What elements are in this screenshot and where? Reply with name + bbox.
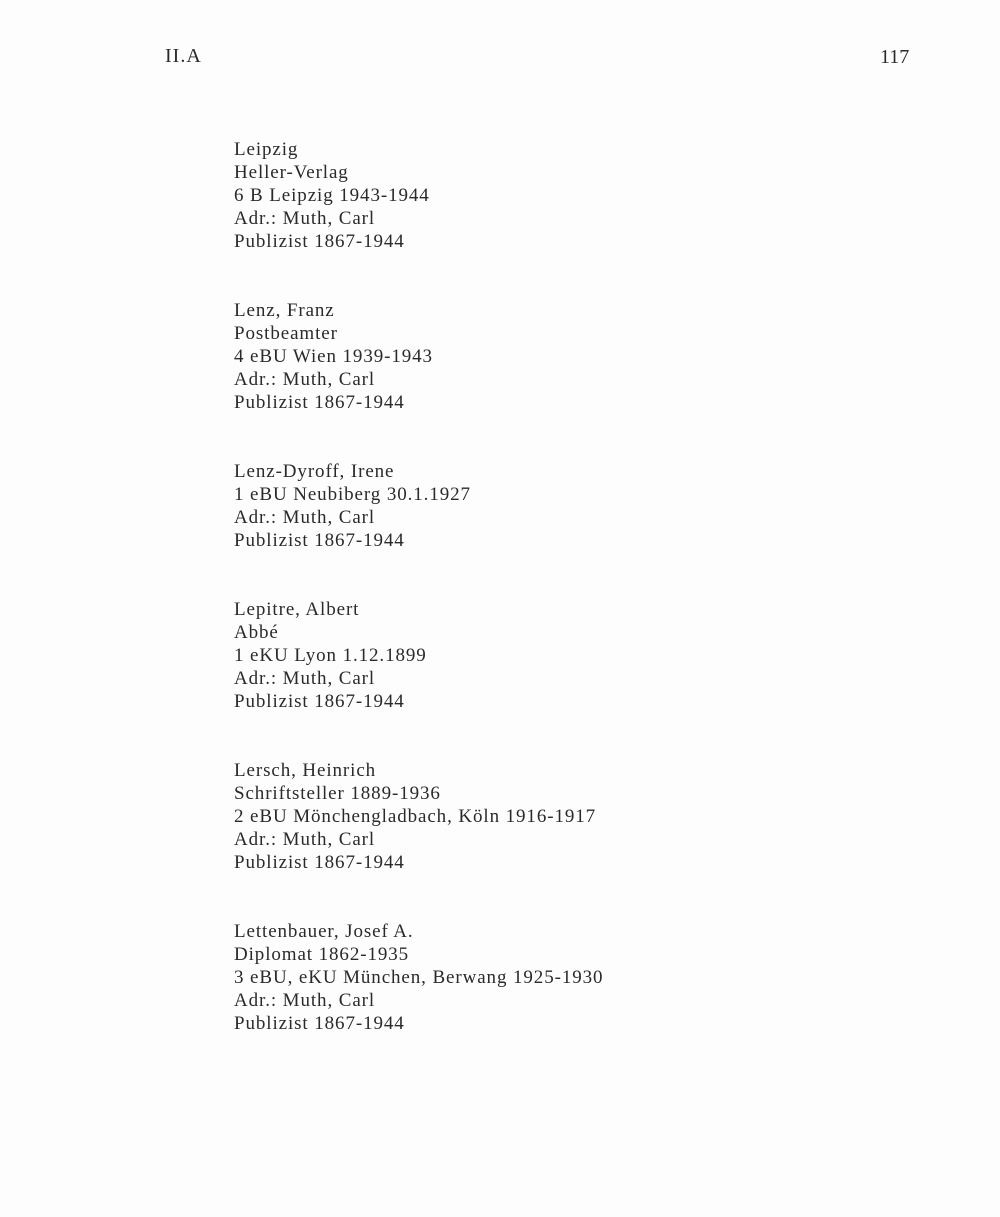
page-number: 117	[880, 46, 910, 68]
section-label: II.A	[165, 45, 202, 67]
entry-lepitre	[234, 598, 954, 713]
entry-line: Adr.: Muth, Carl	[234, 990, 376, 1011]
entry-divider	[234, 713, 954, 759]
entry-name: Lersch, Heinrich	[234, 760, 377, 781]
entry-line: Publizist 1867-1944	[234, 231, 405, 252]
entry-line: 4 eBU Wien 1939-1943	[234, 346, 433, 367]
entry-line: Heller-Verlag	[234, 162, 349, 183]
entry-line: Adr.: Muth, Carl	[234, 507, 376, 528]
entry-divider	[234, 414, 954, 460]
entry-line: Diplomat 1862-1935	[234, 944, 410, 965]
entry-line: 2 eBU Mönchengladbach, Köln 1916-1917	[234, 806, 597, 827]
entry-divider	[234, 552, 954, 598]
entry-line: Adr.: Muth, Carl	[234, 369, 376, 390]
entry-line: Publizist 1867-1944	[234, 392, 405, 413]
entry-line: Schriftsteller 1889-1936	[234, 783, 441, 804]
entry-name: Leipzig	[234, 139, 299, 160]
entry-divider	[234, 253, 954, 299]
entry-line: Adr.: Muth, Carl	[234, 208, 376, 229]
entry-lettenbauer	[234, 920, 954, 1035]
entry-line: 1 eBU Neubiberg 30.1.1927	[234, 484, 471, 505]
entry-line: Postbeamter	[234, 323, 338, 344]
entry-name: Lettenbauer, Josef A.	[234, 921, 414, 942]
entry-lersch	[234, 759, 954, 874]
entry-line: 3 eBU, eKU München, Berwang 1925-1930	[234, 967, 604, 988]
entry-line: Adr.: Muth, Carl	[234, 829, 376, 850]
entry-line: Abbé	[234, 622, 279, 643]
entry-name: Lenz, Franz	[234, 300, 335, 321]
entry-line: Adr.: Muth, Carl	[234, 668, 376, 689]
entry-divider	[234, 874, 954, 920]
entry-line: Publizist 1867-1944	[234, 852, 405, 873]
entry-line: 1 eKU Lyon 1.12.1899	[234, 645, 427, 666]
entry-name: Lenz-Dyroff, Irene	[234, 461, 395, 482]
entry-list	[234, 138, 954, 1035]
entry-line: Publizist 1867-1944	[234, 691, 405, 712]
entry-lenz	[234, 299, 954, 414]
entry-leipzig	[234, 138, 954, 253]
entry-line: Publizist 1867-1944	[234, 530, 405, 551]
entry-lenz-dyroff	[234, 460, 954, 552]
entry-line: 6 B Leipzig 1943-1944	[234, 185, 430, 206]
entry-name: Lepitre, Albert	[234, 599, 360, 620]
entry-line: Publizist 1867-1944	[234, 1013, 405, 1034]
